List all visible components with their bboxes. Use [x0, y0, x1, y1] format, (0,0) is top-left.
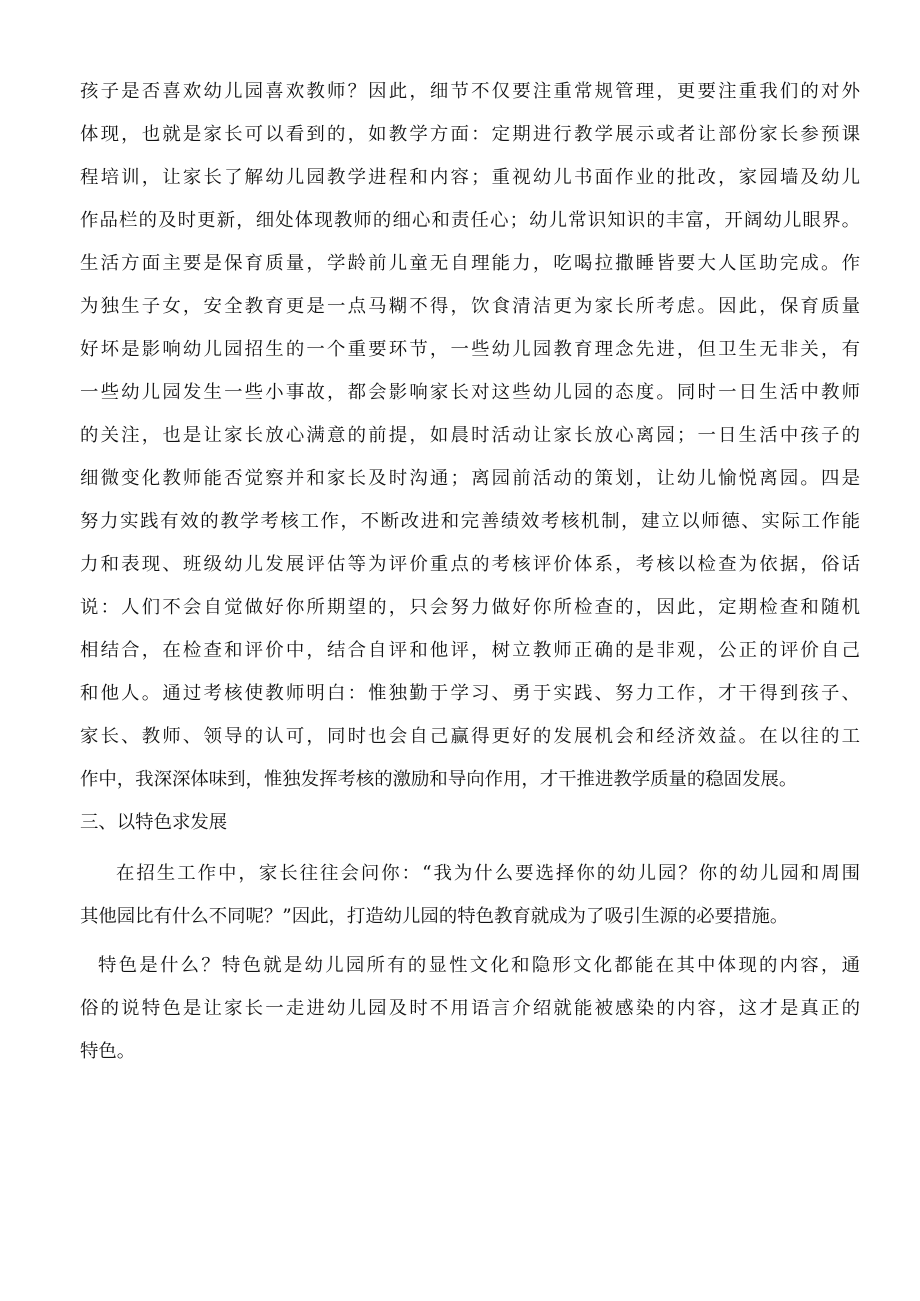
- paragraph-3: [80, 944, 860, 1073]
- text-line: 作中，我深深体味到，惟独发挥考核的激励和导向作用，才干推进教学质量的稳固发展。: [80, 769, 798, 790]
- text-line: 生活方面主要是保育质量，学龄前儿童无自理能力，吃喝拉撒睡皆要大人匡助完成。作: [80, 253, 860, 274]
- text-line: 作品栏的及时更新，细处体现教师的细心和责任心；幼儿常识知识的丰富，开阔幼儿眼界。: [80, 210, 860, 231]
- paragraph-1: [80, 70, 860, 801]
- text-line: 说：人们不会自觉做好你所期望的，只会努力做好你所检查的，因此，定期检查和随机: [80, 597, 860, 618]
- text-line: 细微变化教师能否觉察并和家长及时沟通；离园前活动的策划，让幼儿愉悦离园。四是: [80, 468, 860, 489]
- text-line: 力和表现、班级幼儿发展评估等为评价重点的考核评价体系，考核以检查为依据，俗话: [80, 554, 860, 575]
- text-line: 在招生工作中，家长往往会问你：“我为什么要选择你的幼儿园？你的幼儿园和周围: [116, 863, 860, 884]
- spacer: [80, 844, 860, 852]
- text-line: 好坏是影响幼儿园招生的一个重要环节，一些幼儿园教育理念先进，但卫生无非关，有: [80, 339, 860, 360]
- text-line: 一些幼儿园发生一些小事故，都会影响家长对这些幼儿园的态度。同时一日生活中教师: [80, 382, 860, 403]
- text-line: 俗的说特色是让家长一走进幼儿园及时不用语言介绍就能被感染的内容，这才是真正的: [80, 998, 860, 1019]
- text-line: 特色是什么？特色就是幼儿园所有的显性文化和隐形文化都能在其中体现的内容，通: [98, 955, 860, 976]
- text-line: 特色。: [80, 1041, 136, 1062]
- text-line: 的关注，也是让家长放心满意的前提，如晨时活动让家长放心离园；一日生活中孩子的: [80, 425, 860, 446]
- text-line: 为独生子女，安全教育更是一点马糊不得，饮食清洁更为家长所考虑。因此，保育质量: [80, 296, 860, 317]
- section-heading: 三、以特色求发展: [80, 812, 228, 833]
- paragraph-2: [80, 852, 860, 938]
- text-line: 孩子是否喜欢幼儿园喜欢教师？因此，细节不仅要注重常规管理，更要注重我们的对外: [80, 81, 860, 102]
- text-line: 家长、教师、领导的认可，同时也会自己赢得更好的发展机会和经济效益。在以往的工: [80, 726, 860, 747]
- text-line: 其他园比有什么不同呢？”因此，打造幼儿园的特色教育就成为了吸引生源的必要措施。: [80, 906, 789, 927]
- text-line: 相结合，在检查和评价中，结合自评和他评，树立教师正确的是非观，公正的评价自己: [80, 640, 860, 661]
- document-body: [80, 70, 860, 1073]
- text-line: 程培训，让家长了解幼儿园教学进程和内容；重视幼儿书面作业的批改，家园墙及幼儿: [80, 167, 860, 188]
- text-line: 体现，也就是家长可以看到的，如教学方面：定期进行教学展示或者让部份家长参预课: [80, 124, 860, 145]
- text-line: 努力实践有效的教学考核工作，不断改进和完善绩效考核机制，建立以师德、实际工作能: [80, 511, 860, 532]
- text-line: 和他人。通过考核使教师明白：惟独勤于学习、勇于实践、努力工作，才干得到孩子、: [80, 683, 860, 704]
